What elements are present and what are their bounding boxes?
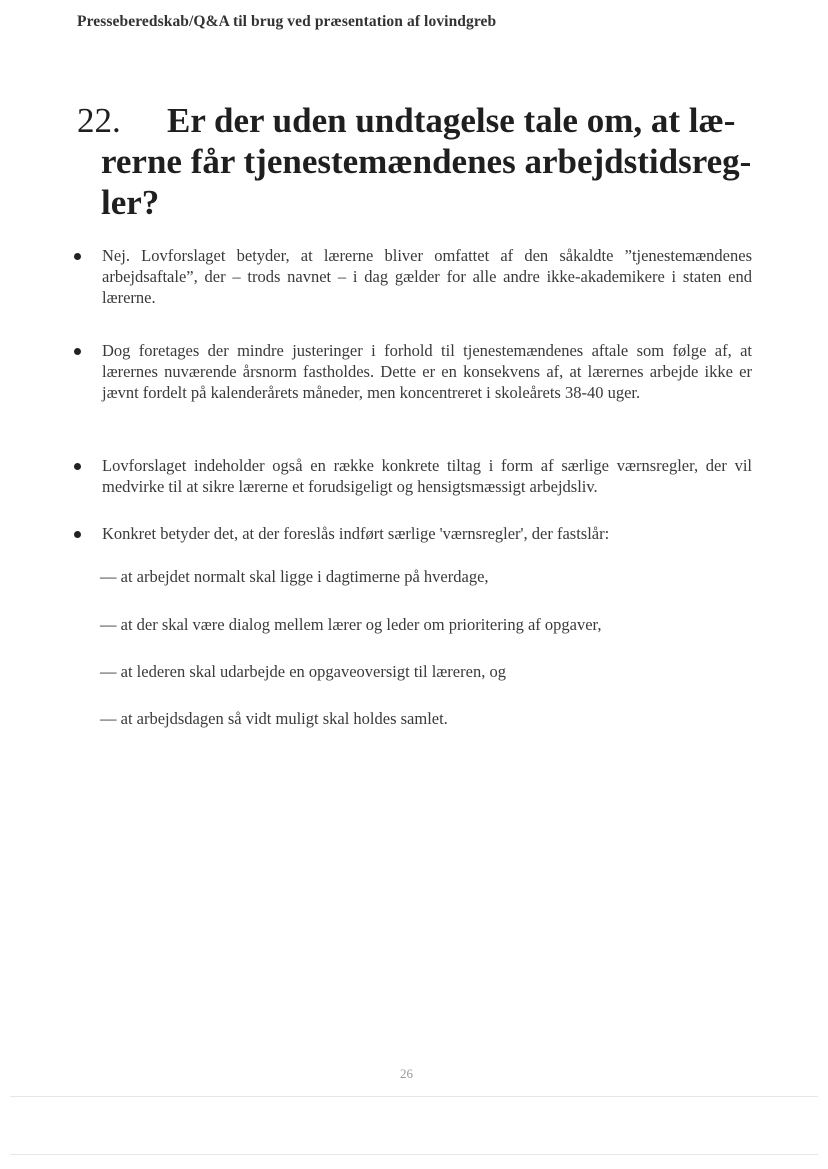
scan-line bbox=[10, 1096, 818, 1097]
question-line-1: Er der uden undtagelse tale om, at læ- bbox=[167, 101, 736, 140]
bullet-dot-icon bbox=[74, 348, 81, 355]
question-number: 22. bbox=[77, 101, 121, 140]
bullet-dot-icon bbox=[74, 531, 81, 538]
bullet-dot-icon bbox=[74, 253, 81, 260]
question-line-3: ler? bbox=[101, 183, 160, 222]
value-rule-item: — at arbejdsdagen så vidt muligt skal holdes samlet. bbox=[100, 709, 448, 728]
answer-text: Dog foretages der mindre justeringer i forhold til tjenestemændenes aftale som følge af, at lærernes nuværende årsnorm fastholdes. Dette er en konsekvens af, at lærernes arbejde ikke er jævnt fordelt på kalenderårets måneder, men koncentreret i skoleårets 38-40 uger. bbox=[102, 341, 752, 402]
answer-text: Konkret betyder det, at der foreslås indført særlige 'værnsregler', der fastslår: bbox=[102, 524, 610, 543]
answer-text: Nej. Lovforslaget betyder, at lærerne bliver omfattet af den såkaldte ”tjenestemændenes arbejdsaftale”, der – trods navnet – i dag gælder for alle andre ikke-akademikere i staten end lærerne. bbox=[102, 246, 752, 307]
bullet-dot-icon bbox=[74, 463, 81, 470]
answer-text: Lovforslaget indeholder også en række konkrete tiltag i form af særlige værnsregler, der vil medvirke til at sikre lærerne et forudsigeligt og hensigtsmæssigt arbejdsliv. bbox=[102, 456, 752, 496]
value-rule-item: — at der skal være dialog mellem lærer og leder om prioritering af opgaver, bbox=[100, 615, 602, 634]
question-line-2: rerne får tjenestemændenes arbejdstidsreg- bbox=[101, 142, 752, 181]
page-number: 26 bbox=[400, 1066, 413, 1081]
value-rule-item: — at lederen skal udarbejde en opgaveoversigt til læreren, og bbox=[100, 662, 506, 681]
scan-line bbox=[10, 1154, 818, 1155]
running-header: Presseberedskab/Q&A til brug ved præsentation af lovindgreb bbox=[77, 13, 497, 30]
value-rule-item: — at arbejdet normalt skal ligge i dagtimerne på hverdage, bbox=[100, 567, 489, 586]
